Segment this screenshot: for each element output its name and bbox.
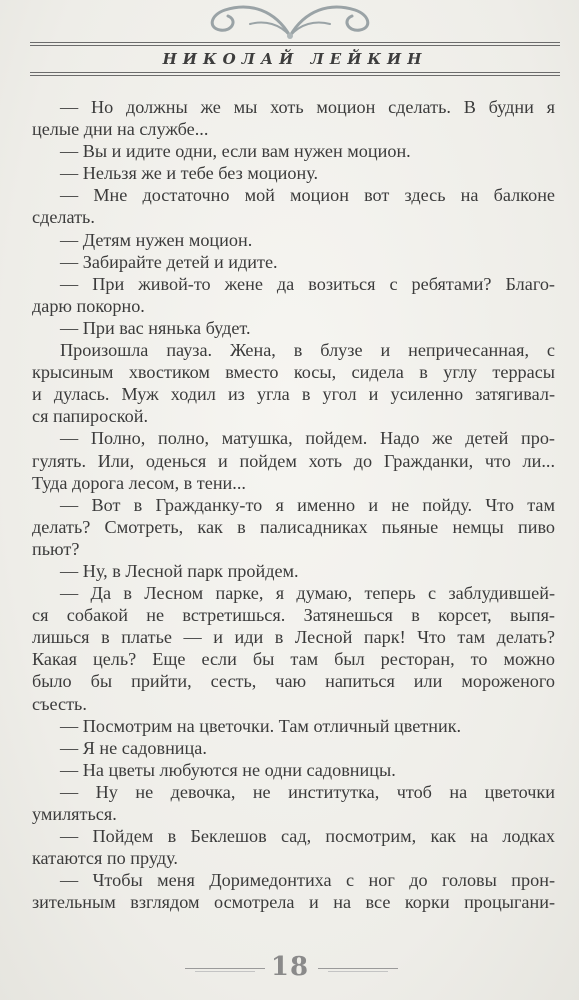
text-line: — Посмотрим на цветочки. Там отличный цветник.	[60, 715, 462, 736]
header-rule-top-inner	[30, 45, 560, 46]
page-footer	[0, 950, 579, 984]
text-line: — Вот в Гражданку-то я именно и не пойду. Что там	[60, 494, 555, 515]
header-rule-top	[30, 42, 560, 43]
text-line: — При живой-то жене да возиться с ребятами? Благо-	[60, 273, 555, 294]
footer-rule-right	[318, 968, 398, 969]
running-head-title: НИКОЛАЙ ЛЕЙКИН	[162, 50, 428, 68]
text-line: — Но должны же мы хоть моцион сделать. В будни я	[60, 97, 555, 117]
text-line: сделать.	[32, 207, 95, 228]
text-line: — Пойдем в Беклешов сад, посмотрим, как на лодках	[60, 826, 555, 847]
text-line: — Нельзя же и тебе без моциону.	[60, 163, 319, 184]
page-body-text	[32, 96, 555, 913]
text-line: делать? Смотреть, как в палисадниках пьяные немцы пиво	[32, 516, 555, 537]
text-line: — Забирайте детей и идите.	[60, 251, 278, 272]
text-line: катаются по пруду.	[32, 848, 178, 869]
header-ornament-icon	[180, 0, 400, 40]
text-line: — При вас нянька будет.	[60, 317, 251, 338]
text-line: — На цветы любуются не одни садовницы.	[60, 759, 396, 780]
text-line: было бы прийти, сесть, чаю напиться или мороженого	[32, 671, 555, 692]
text-line: умиляться.	[32, 804, 117, 824]
text-line: — Полно, полно, матушка, пойдем. Надо же детей про-	[60, 428, 555, 449]
header-rule-bottom	[30, 72, 560, 73]
text-line: гулять. Или, оденься и пойдем хоть до Гражданки, что ли...	[32, 450, 555, 471]
text-line: Произошла пауза. Жена, в блузе и непричесанная, с	[60, 340, 555, 361]
text-line: ся папироской.	[32, 406, 149, 427]
text-line: ся собакой не встретишься. Затянешься в корсет, выпя-	[32, 605, 555, 626]
text-line: крысиным хвостиком вместо косы, сидела в углу террасы	[32, 362, 555, 383]
page-number: 18	[270, 952, 310, 982]
text-line: съесть.	[32, 693, 87, 714]
text-line: — Мне достаточно мой моцион вот здесь на балконе	[60, 185, 555, 206]
text-line: — Чтобы меня Доримедонтиха с ног до головы прон-	[60, 870, 555, 891]
text-line: Какая цель? Еще если бы там был ресторан, то можно	[32, 649, 555, 670]
text-line: — Ну, в Лесной парк пройдем.	[60, 560, 299, 581]
text-line: зительным взглядом осмотрела и на все корки процыгани-	[32, 892, 555, 913]
text-line: Туда дорога лесом, в тени...	[32, 472, 246, 493]
text-line: дарю покорно.	[32, 295, 145, 316]
text-line: — Да в Лесном парке, я думаю, теперь с заблудившей-	[60, 583, 555, 604]
text-line: — Вы и идите одни, если вам нужен моцион.	[60, 141, 411, 162]
text-line: — Ну не девочка, не институтка, чтоб на цветочки	[60, 781, 555, 802]
text-line: пьют?	[32, 538, 80, 559]
text-line: лишься в платье — и иди в Лесной парк! Что там делать?	[32, 627, 555, 648]
text-line: — Я не садовница.	[60, 737, 207, 758]
footer-rule-left	[185, 968, 265, 969]
text-line: — Детям нужен моцион.	[60, 229, 253, 250]
header-rule-bottom-inner	[30, 75, 560, 76]
text-line: целые дни на службе...	[32, 119, 209, 140]
text-line: и дулась. Муж ходил из угла в угол и усиленно затягивал-	[32, 384, 555, 405]
